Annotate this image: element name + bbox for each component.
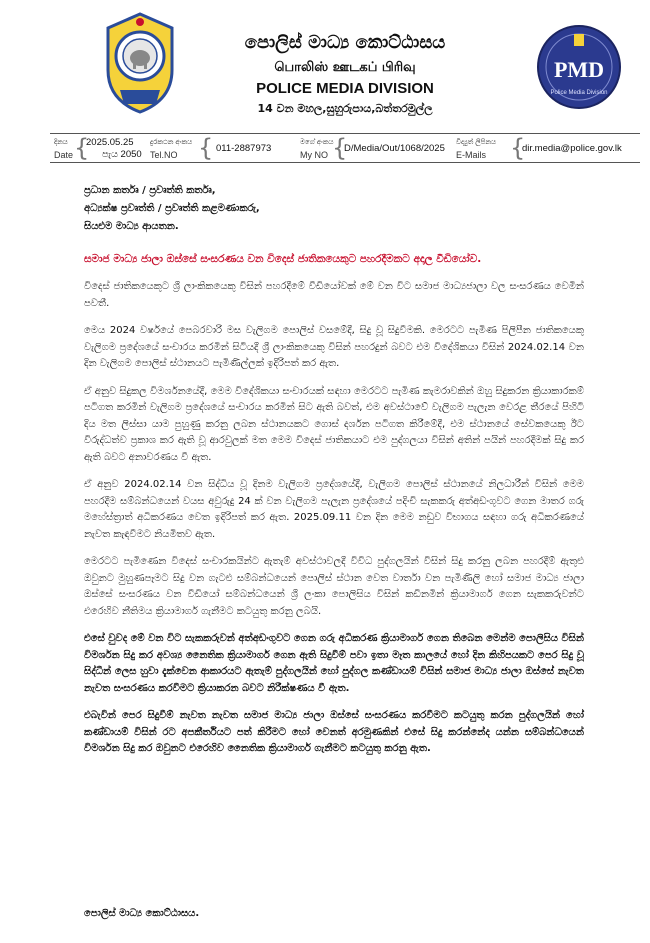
pmd-logo-icon <box>536 24 622 110</box>
my-no-value: D/Media/Out/1068/2025 <box>344 143 445 154</box>
addressee-line: අධ්‍යක්ෂ ප්‍රවෘත්ති / ප්‍රවෘත්ති කළමණාකරු, <box>84 203 260 214</box>
letterhead <box>0 0 650 130</box>
paragraph: එබැවින් පෙර සිදුවීම් නැවත නැවත සමාජ මාධ්‍ය ජාලා ඔස්සේ සංසරණය කරවීමට කටයුතු කරන පුද්ගලයින් හෝ කණ්ඩායම් විසින් රට අපකීර්තියට පත් කිරීමට හෝ වෙනත් අරමුණකින් එසේ සිදු කරන්නේද යන්න සම්බන්ධයෙන් විමර්ශන සිදු කර ඔවුනට එරෙහිව නෛතික ක්‍රියාමාර්ග ගැනීමට කටයුතු කරනු ඇත. <box>84 710 584 754</box>
tel-label: දුරකථන අංකය Tel.NO <box>150 139 193 160</box>
subject-line: සමාජ මාධ්‍ය ජාලා ඔස්සේ සංසරණය වන විදෙස් ජාතිකයෙකුට පහරදීමකට අදාල වීඩියෝව. <box>84 253 482 265</box>
title-sinhala: පොලිස් මාධ්‍ය කොට්ඨාසය <box>244 32 446 53</box>
email-label: විද්‍යුත් ලිපිනය E-Mails <box>456 139 497 160</box>
title-tamil: பொலிஸ் ஊடகப் பிரிவு <box>274 60 416 75</box>
email-value: dir.media@police.gov.lk <box>522 143 622 154</box>
police-emblem-icon <box>100 10 180 116</box>
svg-text:Police Media Division: Police Media Division <box>550 90 608 96</box>
paragraph: මෙරටට පැමිණෙන විදෙස් සංචාරකයින්ට ඇතැම් අවස්ථාවලදී විවිධ පුද්ගලයින් විසින් සිදු කරනු ලබන පහරදීම් ඇතුළු ඔවුනට මුහුණපෑමට සිදු වන ගැටළු සම්බන්ධයෙන් පොලිස් ස්ථාන වෙත වාර්තා වන පැමිණිලි හෝ සමාජ මාධ්‍ය ජාලා ඔස්සේ සංසරණය වන වීඩියෝ සම්බන්ධයෙන් ශ්‍රී ලංකා පොලිසිය විසින් කඩිනමින් ක්‍රියාමාර්ග ගෙන සැකකරුවන්ට එරෙහිව නීතිමය ක්‍රියාමාර්ග ගැනීමට කටයුතු කරනු ලබයි. <box>84 556 584 617</box>
paragraph: එසේ වුවද මේ වන විට සැකකරුවන් අත්අඩංගුවට ගෙන ගරු අධිකරණ ක්‍රියාමාර්ග ගෙන තිබෙන මෙන්ම පොලිසිය විසින් විමර්ශන සිදු කර අවශ්‍ය නෛතික ක්‍රියාමාර්ග ගෙන ඇති සිදුවීම් පවා ඉතා මෑත කාලයේ හෝ දින කිහිපයකට පෙර සිදු වූ සිද්ධීන් ලෙස හුවා දැක්වෙන ආකාරයට ඇතැම් පුද්ගලයින් හෝ පුද්ගල කණ්ඩායම් විසින් සමාජ මාධ්‍ය ජාලා ඔස්සේ නැවත නැවත සංසරණය කරවීමට ක්‍රියාකරන බවට නිරීක්ෂණය වී ඇත. <box>84 633 584 694</box>
addressee-line: සියළුම මාධ්‍ය ආයතන. <box>84 221 179 232</box>
letter-body <box>84 182 584 758</box>
paragraph: මෙය 2024 වර්ෂයේ පෙබරවාරි මස වැලිගම පොලිස් වසමේදී, සිදු වූ සිදුවීමකි. මෙරටට පැමිණ පිලිපීන ජාතිකයෙකු වැලිගම ප්‍රදේශයේ සංචාරය කරමින් සිටියදී ශ්‍රී ලාංකිකයෙකු විසින් පහරදුන් බවට එම විදේශිකයා විසින් 2024.02.14 වන දින වැලිගම පොලිස් ස්ථානයට පැමිණිල්ලක් ඉදිරිපත් කර ඇත. <box>84 325 584 369</box>
brace: { <box>198 134 214 162</box>
svg-text:PMD: PMD <box>553 57 605 82</box>
addressee-block <box>84 182 584 236</box>
address: 14 වන මහල,සුහුරුපාය,බත්තරමුල්ල <box>257 102 433 115</box>
paragraph: ඒ අනුව සිදුකල විමර්ශනයේදී, මෙම විදේශිකයා සංචාරයක් සඳහා මෙරටට පැමිණ කැමරාවකින් ඔහු සිදුකරන ක්‍රියාකාරකම් පටිගත කරමින් වැලිගම ප්‍රදේශයේ සංචාරය කරමින් සිට ඇති බවත්, එම අවස්ථාවේ වැලිගම පැලැන වෙරළ තීරයේ පිහිටි දිය මත ලිස්සා යාම පුහුණු කරනු ලබන ස්ථානයකට ගොස් දර්ශන පටිගත කිරීමේදී, එම ස්ථානයේ සේවකයෙකු ඊට විරුද්ධත්ව ප්‍රකාශ කර ඇති වූ ආරවුලක් මත මෙම විදෙස් ජාතිකයාට එම පුද්ගලයා විසින් අතින් පයින් පහරදීමක් සිදු කර ඇති බවට අනාවරණය වී ඇත. <box>84 385 584 463</box>
brace: { <box>510 134 526 162</box>
my-no-label: මගේ අංකය My NO <box>300 139 334 160</box>
title-english: POLICE MEDIA DIVISION <box>256 80 434 97</box>
contact-bar <box>50 133 640 163</box>
paragraph: විදෙස් ජාතිකයෙකුට ශ්‍රී ලාංකිකයෙකු විසින් පහරදීමේ වීඩියෝවක් මේ වන විට සමාජ මාධ්‍යජාලා වල සංසරණය වෙමින් පවතී. <box>84 281 584 309</box>
brace: { <box>332 134 348 162</box>
paragraph: ඒ අනුව 2024.02.14 වන සිද්ධිය වූ දිනම වැලිගම ප්‍රදේශයේදී, වැලිගම පොලිස් ස්ථානයේ නිලධාරීන් විසින් මෙම පහරදීම සම්බන්ධයෙන් වයස අවුරුදු 24 ක් වන වැලිගම පැලැන ප්‍රදේශයේ පදිංචි සැකකරු අත්අඩංගුවට ගෙන මාතර ගරු මහේස්ත්‍රාත් අධිකරණය වෙත ඉදිරිපත් කර ඇත. 2025.09.11 වන දින මෙම නඩුව විභාගය සඳහා ගරු අධිකරණයේ නැවත කැඳවීමට නියමිතව ඇත. <box>84 479 584 540</box>
signoff: පොලිස් මාධ්‍ය කොට්ඨාසය. <box>84 908 200 919</box>
tel-value: 011-2887973 <box>216 143 272 154</box>
addressee-line: ප්‍රධාන කර්තෘ / ප්‍රවෘත්ති කර්තෘ, <box>84 185 216 196</box>
brace: { <box>74 134 90 162</box>
date-value: 2025.05.25 පැය 2050 <box>86 137 142 160</box>
date-label: දිනය Date <box>54 139 74 160</box>
